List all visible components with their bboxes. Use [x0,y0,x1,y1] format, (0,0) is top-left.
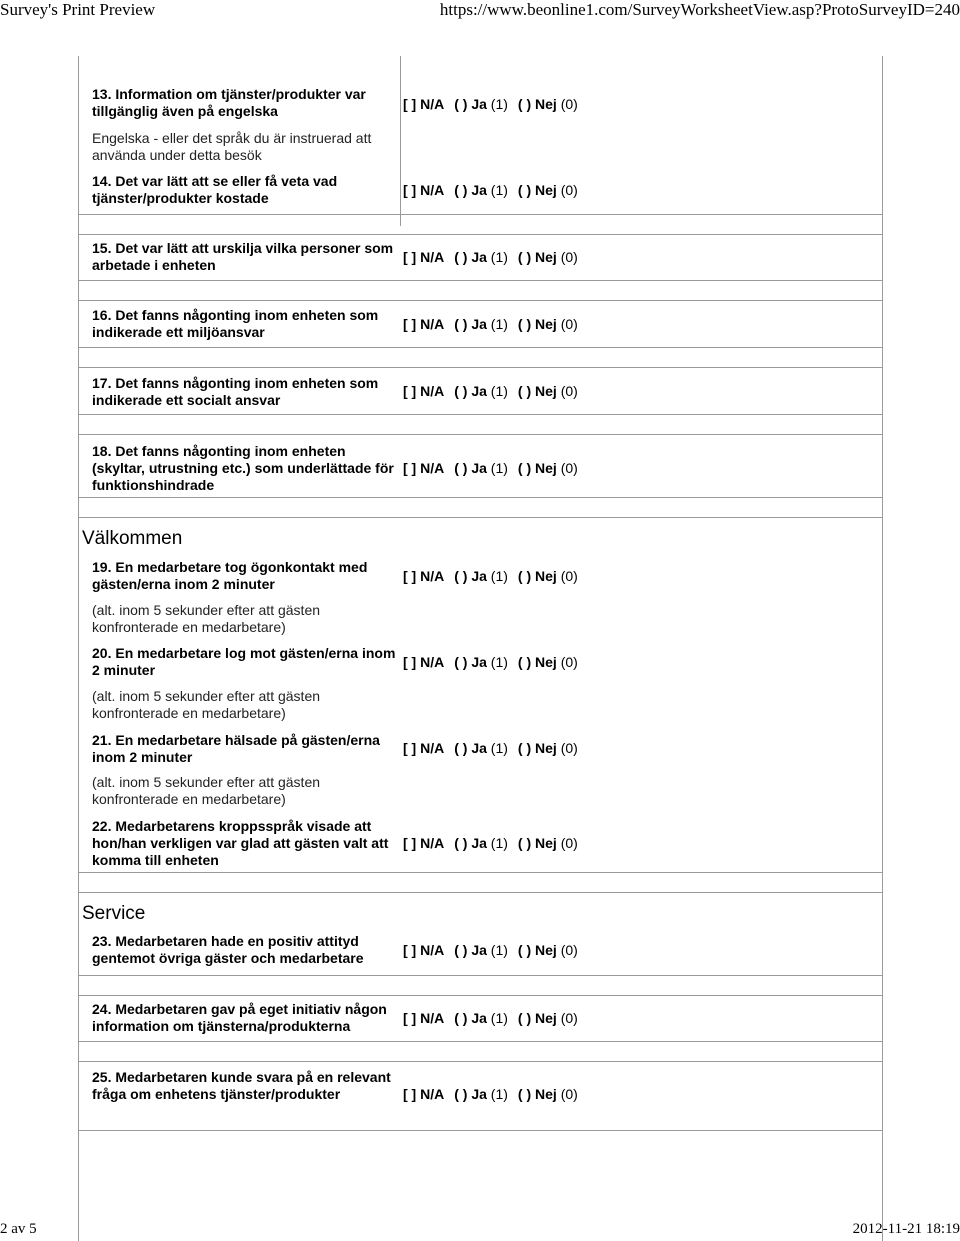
question-17: 17. Det fanns någonting inom enheten som indikerade ett socialt ansvar [92,375,379,408]
nej-value: (0) [560,460,578,476]
page-number: 2 av 5 [0,1221,37,1237]
section-title-valkommen: Välkommen [82,528,183,549]
ja-radio[interactable]: ( ) Ja [454,1010,487,1026]
na-checkbox[interactable]: [ ] N/A [403,249,445,265]
nej-value: (0) [560,835,578,851]
na-checkbox[interactable]: [ ] N/A [403,316,445,332]
nej-radio[interactable]: ( ) Nej [517,835,557,851]
nej-value: (0) [560,96,578,112]
print-datetime: 2012-11-21 18:19 [852,1221,960,1237]
answer-18[interactable] [403,460,578,477]
nej-value: (0) [560,568,578,584]
question-21-note: (alt. inom 5 sekunder efter att gästen konfronterade en medarbetare) [92,774,321,807]
ja-value: (1) [490,942,508,958]
nej-value: (0) [560,383,578,399]
ja-radio[interactable]: ( ) Ja [454,942,487,958]
question-13: 13. Information om tjänster/produkter var tillgänglig även på engelska [92,86,366,119]
separator-row [78,414,883,435]
nej-radio[interactable]: ( ) Nej [517,182,557,198]
answer-13[interactable] [403,96,578,113]
nej-radio[interactable]: ( ) Nej [517,942,557,958]
separator-row [78,1041,883,1062]
ja-radio[interactable]: ( ) Ja [454,740,487,756]
nej-radio[interactable]: ( ) Nej [517,96,557,112]
nej-radio[interactable]: ( ) Nej [517,1010,557,1026]
nej-radio[interactable]: ( ) Nej [517,249,557,265]
separator-row [78,280,883,301]
nej-radio[interactable]: ( ) Nej [517,654,557,670]
question-20-note: (alt. inom 5 sekunder efter att gästen konfronterade en medarbetare) [92,688,321,721]
na-checkbox[interactable]: [ ] N/A [403,182,445,198]
answer-15[interactable] [403,249,578,266]
nej-value: (0) [560,316,578,332]
answer-21[interactable] [403,740,578,757]
separator-row [78,497,883,518]
ja-value: (1) [490,1010,508,1026]
ja-value: (1) [490,460,508,476]
ja-value: (1) [490,654,508,670]
question-13-note: Engelska - eller det språk du är instruerad att använda under detta besök [92,130,372,163]
nej-value: (0) [560,1086,578,1102]
answer-19[interactable] [403,568,578,585]
separator-row [78,872,883,893]
question-16: 16. Det fanns någonting inom enheten som indikerade ett miljöansvar [92,307,379,340]
nej-radio[interactable]: ( ) Nej [517,568,557,584]
ja-value: (1) [490,1086,508,1102]
na-checkbox[interactable]: [ ] N/A [403,654,445,670]
na-checkbox[interactable]: [ ] N/A [403,383,445,399]
na-checkbox[interactable]: [ ] N/A [403,96,445,112]
separator-row [78,214,883,235]
answer-17[interactable] [403,383,578,400]
question-19: 19. En medarbetare tog ögonkontakt med gästen/erna inom 2 minuter [92,559,368,592]
nej-value: (0) [560,654,578,670]
separator-row [78,1130,883,1150]
nej-radio[interactable]: ( ) Nej [517,740,557,756]
ja-radio[interactable]: ( ) Ja [454,654,487,670]
answer-20[interactable] [403,654,578,671]
question-25: 25. Medarbetaren kunde svara på en relevant fråga om enhetens tjänster/produkter [92,1069,391,1102]
ja-value: (1) [490,383,508,399]
na-checkbox[interactable]: [ ] N/A [403,568,445,584]
nej-value: (0) [560,182,578,198]
question-19-note: (alt. inom 5 sekunder efter att gästen konfronterade en medarbetare) [92,602,321,635]
question-24: 24. Medarbetaren gav på eget initiativ någon information om tjänsterna/produkterna [92,1001,387,1034]
nej-radio[interactable]: ( ) Nej [517,316,557,332]
na-checkbox[interactable]: [ ] N/A [403,1010,445,1026]
nej-radio[interactable]: ( ) Nej [517,383,557,399]
section-title-service: Service [82,903,146,924]
browser-url[interactable]: https://www.beonline1.com/SurveyWorksheetView.asp?ProtoSurveyID=240 [439,0,960,19]
ja-value: (1) [490,316,508,332]
ja-radio[interactable]: ( ) Ja [454,182,487,198]
question-20: 20. En medarbetare log mot gästen/erna inom 2 minuter [92,645,396,678]
question-23: 23. Medarbetaren hade en positiv attityd gentemot övriga gäster och medarbetare [92,933,364,966]
ja-radio[interactable]: ( ) Ja [454,383,487,399]
answer-16[interactable] [403,316,578,333]
nej-value: (0) [560,942,578,958]
answer-23[interactable] [403,942,578,959]
ja-radio[interactable]: ( ) Ja [454,249,487,265]
na-checkbox[interactable]: [ ] N/A [403,1086,445,1102]
answer-24[interactable] [403,1010,578,1027]
ja-radio[interactable]: ( ) Ja [454,835,487,851]
ja-radio[interactable]: ( ) Ja [454,568,487,584]
question-14: 14. Det var lätt att se eller få veta vad tjänster/produkter kostade [92,173,338,206]
separator-row [78,975,883,996]
answer-22[interactable] [403,835,578,852]
na-checkbox[interactable]: [ ] N/A [403,460,445,476]
ja-value: (1) [490,96,508,112]
ja-radio[interactable]: ( ) Ja [454,460,487,476]
question-15: 15. Det var lätt att urskilja vilka personer som arbetade i enheten [92,240,394,273]
ja-value: (1) [490,182,508,198]
na-checkbox[interactable]: [ ] N/A [403,942,445,958]
ja-value: (1) [490,249,508,265]
answer-25[interactable] [403,1086,578,1103]
ja-radio[interactable]: ( ) Ja [454,1086,487,1102]
ja-value: (1) [490,568,508,584]
ja-value: (1) [490,835,508,851]
nej-radio[interactable]: ( ) Nej [517,1086,557,1102]
ja-radio[interactable]: ( ) Ja [454,96,487,112]
question-18: 18. Det fanns någonting inom enheten (skyltar, utrustning etc.) som underlättade för funktionshindrade [92,443,394,493]
answer-14[interactable] [403,182,578,199]
nej-radio[interactable]: ( ) Nej [517,460,557,476]
nej-value: (0) [560,740,578,756]
nej-value: (0) [560,1010,578,1026]
na-checkbox[interactable]: [ ] N/A [403,740,445,756]
ja-radio[interactable]: ( ) Ja [454,316,487,332]
nej-value: (0) [560,249,578,265]
separator-row [78,347,883,368]
na-checkbox[interactable]: [ ] N/A [403,835,445,851]
question-21: 21. En medarbetare hälsade på gästen/erna inom 2 minuter [92,732,380,765]
ja-value: (1) [490,740,508,756]
browser-title: Survey's Print Preview [0,0,156,19]
question-22: 22. Medarbetarens kroppsspråk visade att hon/han verkligen var glad att gästen valt att komma till enheten [92,818,389,868]
